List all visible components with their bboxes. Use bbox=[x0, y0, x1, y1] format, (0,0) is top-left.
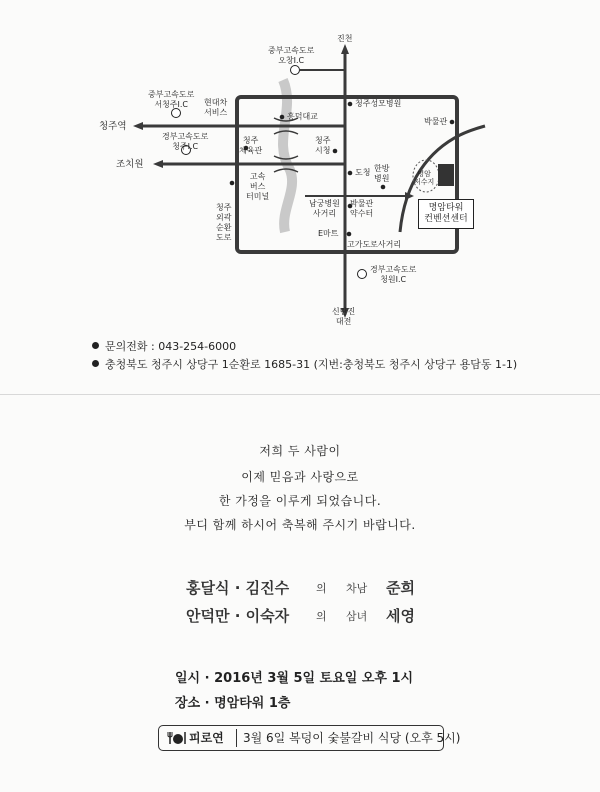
venue-building-icon bbox=[438, 164, 454, 186]
poi-dot-icon bbox=[348, 171, 353, 176]
label-museum-spring: 박물관 약수터 bbox=[350, 199, 374, 218]
river bbox=[283, 80, 292, 232]
groom-family-line bbox=[0, 577, 600, 599]
label-hyundai: 현대차 서비스 bbox=[204, 98, 228, 117]
reception-detail: 3월 6일 복덩이 숯불갈비 식당 (오후 5시) bbox=[243, 731, 461, 745]
groom-relation: 차남 bbox=[346, 582, 368, 595]
groom-name: 준희 bbox=[386, 579, 415, 597]
ic-marker-icon bbox=[291, 66, 300, 75]
contact-address bbox=[92, 356, 517, 372]
poi-dot-icon bbox=[230, 181, 235, 186]
label-emart: E마트 bbox=[318, 229, 339, 238]
message-line-2: 이제 믿음과 사랑으로 bbox=[241, 470, 359, 484]
reception-label: 피로연 bbox=[189, 731, 224, 745]
label-outer-ring-road: 청주 외곽 순환 도로 bbox=[216, 203, 232, 242]
label-ochang-ic: 중부고속도로 오창I.C bbox=[268, 46, 315, 65]
bride-parents: 안덕만 · 이숙자 bbox=[186, 607, 290, 625]
groom-particle: 의 bbox=[316, 582, 327, 595]
label-jochiwon: 조치원 bbox=[116, 159, 144, 170]
label-gymnasium: 청주 체육관 bbox=[239, 136, 263, 155]
bullet-icon bbox=[92, 342, 99, 349]
label-sintanjin-daejeon: 신탄진 대전 bbox=[332, 307, 356, 326]
event-datetime: 일시 · 2016년 3월 5일 토요일 오후 1시 bbox=[175, 671, 414, 686]
contact-phone-text: 문의전화 : 043-254-6000 bbox=[105, 340, 237, 353]
groom-parents: 홍달식 · 김진수 bbox=[186, 579, 290, 597]
label-provincial-office: 도청 bbox=[355, 168, 371, 177]
message-line-3: 한 가정을 이루게 되었습니다. bbox=[218, 494, 382, 508]
label-museum: 박물관 bbox=[424, 117, 448, 126]
contact-address-text: 충청북도 청주시 상당구 1순환로 1685-31 (지번:충청북도 청주시 상당구 용담동 1-1) bbox=[105, 358, 518, 371]
label-city-hall: 청주 시청 bbox=[315, 136, 331, 155]
label-cheongju-ic: 경부고속도로 청주I.C bbox=[162, 132, 209, 151]
poi-dot-icon bbox=[280, 115, 285, 120]
arrow-left-icon bbox=[133, 122, 143, 130]
poi-dot-icon bbox=[450, 120, 455, 125]
location-map bbox=[0, 0, 600, 330]
bride-particle: 의 bbox=[316, 610, 327, 623]
label-st-mary-hospital: 청주성모병원 bbox=[355, 99, 402, 108]
poi-dot-icon bbox=[347, 232, 352, 237]
reception-box bbox=[158, 725, 461, 751]
fold-line bbox=[0, 394, 600, 395]
bride-relation: 삼녀 bbox=[346, 610, 368, 623]
venue-label-box: 명암타워 컨벤션센터 bbox=[418, 199, 474, 229]
arrow-up-icon bbox=[341, 44, 349, 54]
ic-marker-icon bbox=[358, 270, 367, 279]
label-cheongwon-ic: 경부고속도로 청원I.C bbox=[370, 265, 417, 284]
bride-family-line bbox=[0, 605, 600, 627]
poi-dot-icon bbox=[333, 149, 338, 154]
label-heungdeok-bridge: 흥덕대교 bbox=[287, 112, 318, 121]
event-place: 장소 · 명암타워 1층 bbox=[175, 696, 291, 711]
contact-phone bbox=[92, 338, 236, 354]
label-bus-terminal: 고속 버스 터미널 bbox=[246, 172, 270, 201]
bullet-icon bbox=[92, 360, 99, 367]
label-myeongam-reservoir: 명암 저수지 bbox=[414, 170, 435, 186]
label-overpass-intersection: 고가도로사거리 bbox=[347, 240, 402, 249]
label-jincheon: 진천 bbox=[337, 34, 353, 43]
poi-dot-icon bbox=[348, 102, 353, 107]
dining-icon bbox=[167, 730, 187, 746]
bride-name: 세영 bbox=[386, 607, 415, 625]
message-line-1: 저희 두 사람이 bbox=[259, 444, 341, 458]
reception-divider bbox=[236, 729, 237, 747]
label-seocheongju-ic: 중부고속도로 서청주I.C bbox=[148, 90, 195, 109]
poi-dot-icon bbox=[381, 185, 386, 190]
label-cheongju-station: 청주역 bbox=[99, 121, 127, 132]
label-namgung-intersection: 남궁병원 사거리 bbox=[309, 199, 340, 218]
message-line-4: 부디 함께 하시어 축복해 주시기 바랍니다. bbox=[184, 518, 416, 532]
arrow-left-icon bbox=[153, 160, 163, 168]
label-oriental-hospital: 한방 병원 bbox=[374, 164, 390, 183]
